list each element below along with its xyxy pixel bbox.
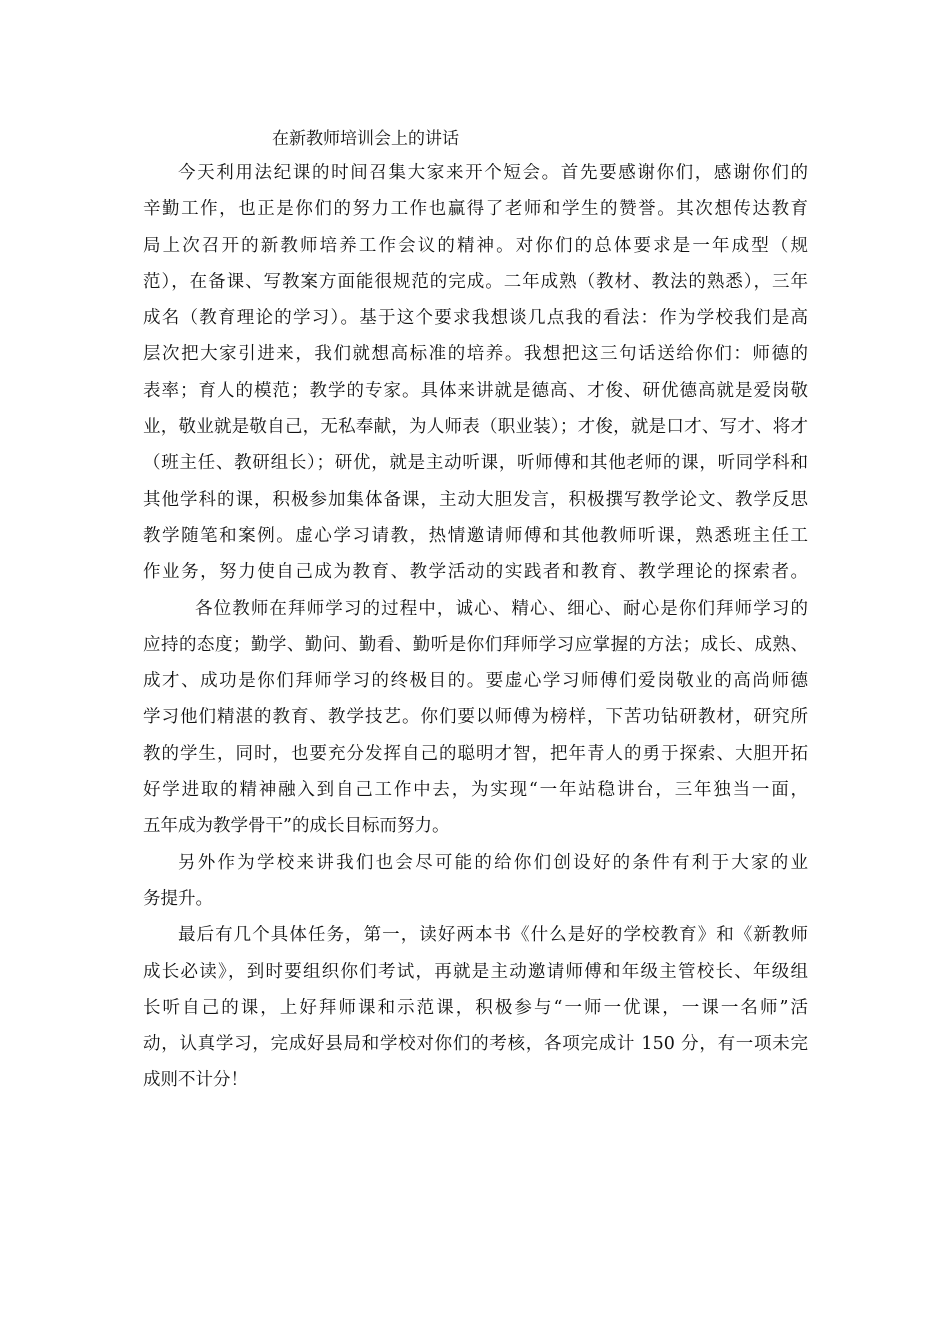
text-line: 成长必读》，到时要组织你们考试，再就是主动邀请师傅和年级主管校长、年级组 (143, 961, 808, 982)
text-line: 务提升。 (143, 888, 213, 909)
text-line: 其他学科的课，积极参加集体备课，主动大胆发言，积极撰写教学论文、教学反思 (143, 489, 808, 510)
text-line: 五年成为教学骨干”的成长目标而努力。 (143, 816, 450, 837)
paragraph-4 (143, 917, 808, 1098)
text-line: 好学进取的精神融入到自己工作中去，为实现“一年站稳讲台，三年独当一面， (143, 780, 808, 801)
text-line: 动，认真学习，完成好县局和学校对你们的考核，各项完成计 150 分，有一项未完 (143, 1034, 808, 1055)
text-line: 成名（教育理论的学习）。基于这个要求我想谈几点我的看法：作为学校我们是高 (143, 308, 808, 329)
text-line: 成才、成功是你们拜师学习的终极目的。要虚心学习师傅们爱岗敬业的高尚师德 (143, 671, 808, 692)
document-body (143, 155, 808, 1099)
text-line: 各位教师在拜师学习的过程中，诚心、精心、细心、耐心是你们拜师学习的 (195, 598, 808, 619)
text-line: 应持的态度；勤学、勤问、勤看、勤听是你们拜师学习应掌握的方法；成长、成熟、 (143, 634, 808, 655)
text-line: 教学随笔和案例。虚心学习请教，热情邀请师傅和其他教师听课，熟悉班主任工 (143, 525, 808, 546)
text-line: 另外作为学校来讲我们也会尽可能的给你们创设好的条件有利于大家的业 (178, 852, 808, 873)
text-line: 层次把大家引进来，我们就想高标准的培养。我想把这三句话送给你们：师德的 (143, 344, 808, 365)
text-line: 业，敬业就是敬自己，无私奉献，为人师表（职业装）；才俊，就是口才、写才、将才 (143, 417, 808, 438)
text-line: 范），在备课、写教案方面能很规范的完成。二年成熟（教材、教法的熟悉），三年 (143, 271, 808, 292)
paragraph-3 (143, 845, 808, 918)
text-line: 今天利用法纪课的时间召集大家来开个短会。首先要感谢你们，感谢你们的 (178, 163, 808, 183)
text-line: 最后有几个具体任务，第一，读好两本书《什么是好的学校教育》和《新教师 (178, 925, 808, 946)
document-title: 在新教师培训会上的讲话 (272, 129, 459, 149)
text-line: 作业务，努力使自己成为教育、教学活动的实践者和教育、教学理论的探索者。 (143, 562, 808, 583)
text-line: 学习他们精湛的教育、教学技艺。你们要以师傅为榜样，下苦功钻研教材，研究所 (143, 707, 808, 728)
text-line: 教的学生，同时，也要充分发挥自己的聪明才智，把年青人的勇于探索、大胆开拓 (143, 743, 808, 764)
text-line: 辛勤工作，也正是你们的努力工作也赢得了老师和学生的赞誉。其次想传达教育 (143, 199, 808, 220)
text-line: （班主任、教研组长）；研优，就是主动听课，听师傅和其他老师的课，听同学科和 (143, 453, 808, 474)
text-line: 表率；育人的模范；教学的专家。具体来讲就是德高、才俊、研优德高就是爱岗敬 (143, 380, 808, 401)
text-line: 局上次召开的新教师培养工作会议的精神。对你们的总体要求是一年成型（规 (143, 235, 808, 256)
paragraph-1 (143, 155, 808, 591)
text-line: 长听自己的课，上好拜师课和示范课，积极参与“一师一优课，一课一名师”活 (143, 997, 808, 1018)
paragraph-2 (143, 591, 808, 845)
text-line: 成则不计分！ (143, 1070, 248, 1091)
